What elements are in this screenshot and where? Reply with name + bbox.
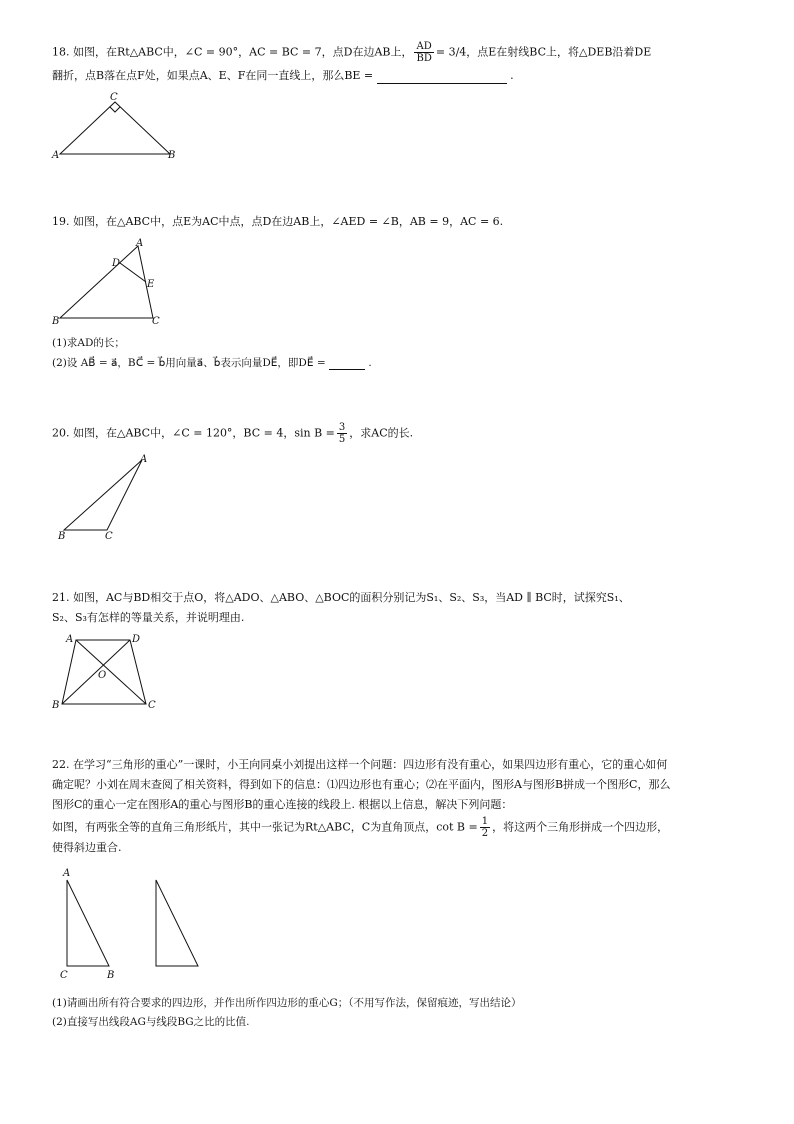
q20-label-a: A [140,454,148,465]
q18-label-b: B [168,150,176,161]
q20-triangle [64,460,142,530]
q19-sub2-end: . [368,357,372,369]
q18-triangle [60,102,170,154]
q22-line5: 使得斜边重合. [52,841,122,854]
q18-frac-num: AD [414,41,433,53]
q21-line1: 21. 如图，AC与BD相交于点O，将△ADO、△ABO、△BOC的面积分别记为S₁、S₂、S₃，当AD ∥ BC时，试探究S₁、 [52,591,630,604]
q20-frac-num: 3 [338,422,346,433]
q18-fraction [414,41,433,64]
q19-label-d: D [112,258,121,269]
q18-line1 [52,41,651,64]
q19-sub2-text: (2)设 AB⃗ = a⃗，BC⃗ = b⃗用向量a⃗、b⃗表示向量DE⃗，即DE⃗ = [52,357,326,369]
q18-frac-eq: = 3/4 [435,45,467,59]
q22-label-b: B [107,970,115,981]
q18-label-c: C [110,92,118,103]
q22-sub2: (2)直接写出线段AG与线段BG之比的比值. [52,1016,250,1028]
q20-text-b: ，求AC的长. [349,426,414,440]
q19-figure [50,236,180,331]
q21-label-a: A [66,634,74,645]
q19-label-c: C [152,316,160,327]
q18-text-line2: 翻折，点B落在点F处，如果点A、E、F在同一直线上，那么BE = [52,69,374,82]
q22-line2: 确定呢？小刘在周末查阅了相关资料，得到如下的信息：⑴四边形也有重心；⑵在平面内，图形A与图形B拼成一个图形C，那么 [52,778,671,791]
q20-frac-den: 5 [338,434,346,445]
q21-label-d: D [132,634,141,645]
q21-label-b: B [52,700,60,711]
q18-answer-blank[interactable] [377,83,507,84]
q19-line1: 19. 如图，在△ABC中，点E为AC中点，点D在边AB上，∠AED = ∠B，AB = 9，AC = 6. [52,215,504,228]
q20-figure [52,450,162,545]
q22-fraction [480,816,490,839]
q22-line1: 22. 在学习“三角形的重心”一课时，小王向同桌小刘提出这样一个问题：四边形有没有重心，如果四边形有重心，它的重心如何 [52,758,668,771]
q22-label-a: A [63,868,71,879]
q22-label-c: C [60,970,68,981]
q19-sub2 [52,356,372,370]
q22-frac-den: 2 [481,828,489,839]
q22-line3: 图形C的重心一定在图形A的重心与图形B的重心连接的线段上. 根据以上信息，解决下列问题： [52,798,513,811]
q20-label-b: B [58,531,66,542]
q22-text-a: 如图，有两张全等的直角三角形纸片，其中一张记为Rt△ABC，C为直角顶点，cot B = [52,820,478,834]
q19-sub1: (1)求AD的长； [52,337,125,349]
q20-fraction [337,422,347,445]
q21-figure [50,628,170,713]
q22-triangle-copy [156,880,198,966]
q21-label-o: O [98,670,107,681]
q19-triangle [60,246,153,318]
q22-line4 [52,816,668,839]
q18-right-angle-mark [110,107,120,112]
q18-line2-end: . [510,69,514,82]
q20-text-a: 20. 如图，在△ABC中，∠C = 120°，BC = 4，sin B = [52,426,335,440]
q21-label-c: C [148,700,156,711]
q21-line2: S₂、S₃有怎样的等量关系，并说明理由. [52,611,245,624]
q19-label-a: A [136,238,144,249]
q22-frac-num: 1 [481,816,489,827]
q18-line2 [52,68,514,84]
q21-diagonal-ac [76,640,146,704]
q22-figure [52,864,222,984]
q22-sub1: (1)请画出所有符合要求的四边形，并作出所作四边形的重心G；（不用写作法，保留痕迹，写出结论） [52,997,522,1009]
q20-line1 [52,422,413,445]
q19-label-e: E [147,279,155,290]
q22-triangle-abc [67,880,109,966]
q18-frac-den: BD [416,53,432,64]
q18-figure [50,88,190,168]
q18-text-a: 18. 如图，在Rt△ABC中，∠C = 90°，AC = BC = 7，点D在边AB上， [52,45,413,59]
q22-text-b: ，将这两个三角形拼成一个四边形， [492,820,669,834]
q20-label-c: C [105,531,113,542]
q19-answer-blank[interactable] [329,369,365,370]
q21-diagonal-bd [62,640,130,704]
q18-text-b: ，点E在射线BC上，将△DEB沿着DE [466,45,652,59]
q18-label-a: A [52,150,60,161]
q19-label-b: B [52,316,60,327]
